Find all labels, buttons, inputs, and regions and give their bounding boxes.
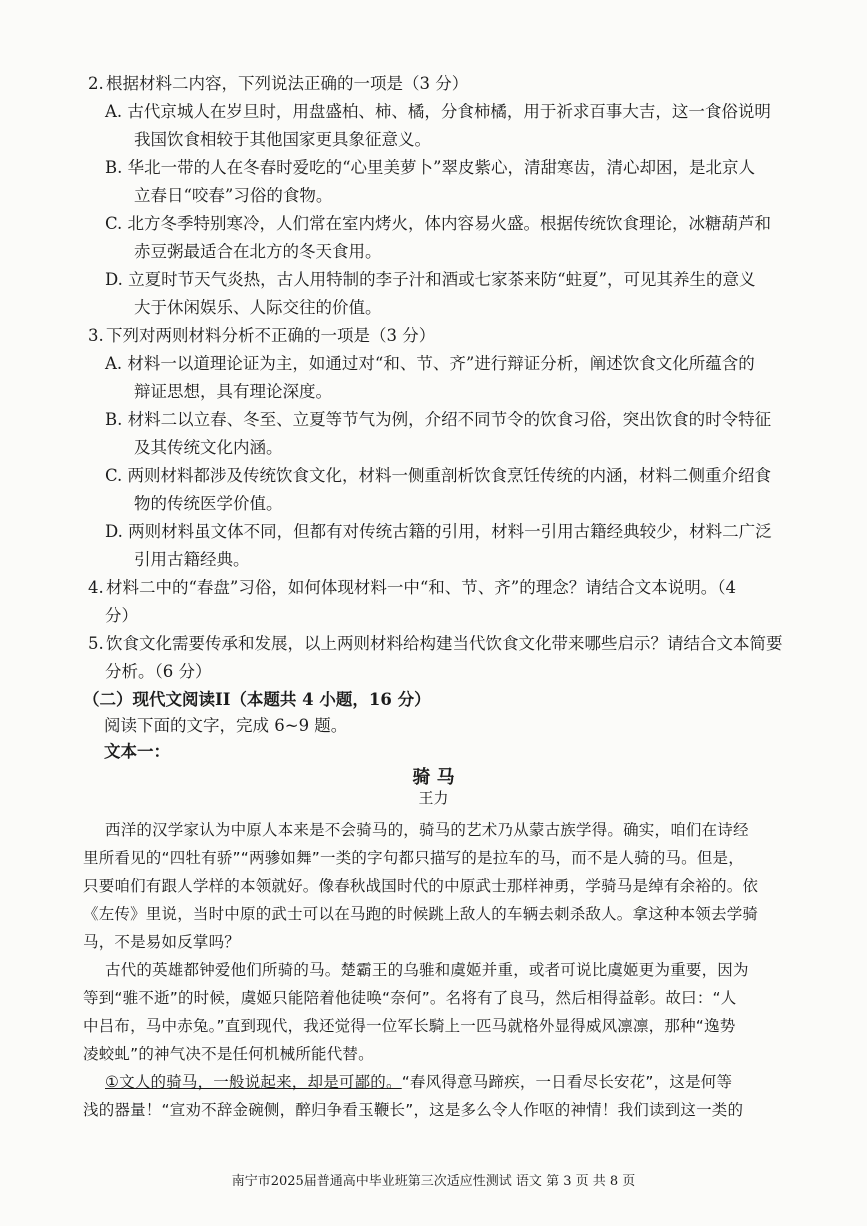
- page-footer: 南宁市2025届普通高中毕业班第三次适应性测试 语文 第 3 页 共 8 页: [231, 1174, 636, 1189]
- q3-option-a-line1: A. 材料一以道理论证为主，如通过对“和、节、齐”进行辩证分析，阐述饮食文化所蕴含的: [105, 354, 755, 373]
- article-title: 骑 马: [412, 767, 455, 788]
- passage-line: 凌蛟虬”的神气决不是任何机械所能代替。: [83, 1045, 374, 1063]
- q2-option-c-line1: C. 北方冬季特别寒冷，人们常在室内烤火，体内容易火盛。根据传统饮食理论，冰糖葫芦和: [105, 214, 772, 233]
- q3-option-d-line1: D. 两则材料虽文体不同，但都有对传统古籍的引用，材料一引用古籍经典较少，材料二广泛: [105, 522, 772, 541]
- passage-line: 里所看见的“四牡有骄”“两骖如舞”一类的字句都只描写的是拉车的马，而不是人骑的马。但是，: [83, 849, 744, 867]
- question-2-stem: 2. 根据材料二内容，下列说法正确的一项是（3 分）: [88, 74, 469, 93]
- section-heading: （二）现代文阅读II（本题共 4 小题，16 分）: [83, 690, 431, 709]
- passage-line: 西洋的汉学家认为中原人本来是不会骑马的，骑马的艺术乃从蒙古族学得。确实，咱们在诗经: [105, 821, 749, 839]
- passage-line: 只要咱们有跟人学样的本领就好。像春秋战国时代的中原武士那样神勇，学骑马是绰有余裕的。依: [83, 877, 759, 895]
- q2-option-a-line2: 我国饮食相较于其他国家更具象征意义。: [134, 130, 431, 149]
- passage-line: 马，不是易如反掌吗？: [83, 933, 241, 951]
- question-4-line2: 分）: [105, 606, 138, 625]
- passage-line: 浅的器量！“宣劝不辞金碗侧，醉归争看玉鞭长”，这是多么令人作呕的神情！我们读到这一类的: [83, 1101, 744, 1119]
- q3-option-c-line2: 物的传统医学价值。: [134, 494, 283, 513]
- q2-option-c-line2: 赤豆粥最适合在北方的冬天食用。: [134, 242, 382, 261]
- passage-line: ①文人的骑马，一般说起来，却是可鄙的。“春风得意马蹄疾，一日看尽长安花”，这是何等: [105, 1073, 733, 1091]
- q2-option-d-line1: D. 立夏时节天气炎热，古人用特制的李子汁和酒或七家茶来防“蛀夏”，可见其养生的意义: [105, 270, 756, 289]
- question-3-stem: 3. 下列对两则材料分析不正确的一项是（3 分）: [88, 326, 436, 345]
- q2-option-a-line1: A. 古代京城人在岁旦时，用盘盛柏、柿、橘，分食柿橘，用于祈求百事大吉，这一食俗说明: [105, 102, 771, 121]
- section-instruction: 阅读下面的文字，完成 6~9 题。: [104, 716, 348, 735]
- q2-option-b-line1: B. 华北一带的人在冬春时爱吃的“心里美萝卜”翠皮紫心，清甜寒齿，清心却困，是北京人: [105, 158, 755, 177]
- passage-line: 《左传》里说，当时中原的武士可以在马跑的时候跳上敌人的车辆去刺杀敌人。拿这种本领去学骑: [83, 905, 759, 923]
- q3-option-a-line2: 辩证思想，具有理论深度。: [134, 382, 332, 401]
- q2-option-d-line2: 大于休闲娱乐、人际交往的价值。: [134, 298, 382, 317]
- q2-option-b-line2: 立春日“咬春”习俗的食物。: [134, 186, 333, 205]
- q3-option-b-line1: B. 材料二以立春、冬至、立夏等节气为例，介绍不同节令的饮食习俗，突出饮食的时令特征: [105, 410, 772, 429]
- text-label: 文本一：: [104, 742, 170, 761]
- question-5-line1: 5. 饮食文化需要传承和发展，以上两则材料给构建当代饮食文化带来哪些启示？请结合文本简要: [88, 634, 783, 653]
- underlined-sentence-1: ①文人的骑马，一般说起来，却是可鄙的。: [105, 1073, 402, 1091]
- question-4-line1: 4. 材料二中的“春盘”习俗，如何体现材料一中“和、节、齐”的理念？请结合文本说明。（4: [88, 578, 736, 597]
- q3-option-b-line2: 及其传统文化内涵。: [134, 438, 283, 457]
- question-5-line2: 分析。（6 分）: [105, 662, 212, 681]
- passage-line: 中吕布，马中赤兔。”直到现代，我还觉得一位军长騎上一匹马就格外显得威风凛凛，那种“逸势: [83, 1017, 736, 1035]
- q3-option-c-line1: C. 两则材料都涉及传统饮食文化，材料一侧重剖析饮食烹饪传统的内涵，材料二侧重介绍食: [105, 466, 772, 485]
- passage-line: 古代的英雄都钟爱他们所骑的马。楚霸王的乌骓和虞姬并重，或者可说比虞姬更为重要，因为: [105, 961, 749, 979]
- passage-line: 等到“骓不逝”的时候，虞姬只能陪着他徒唤“奈何”。名将有了良马，然后相得益彰。故曰：“人: [83, 989, 737, 1007]
- article-author: 王力: [418, 789, 449, 807]
- q3-option-d-line2: 引用古籍经典。: [134, 550, 250, 569]
